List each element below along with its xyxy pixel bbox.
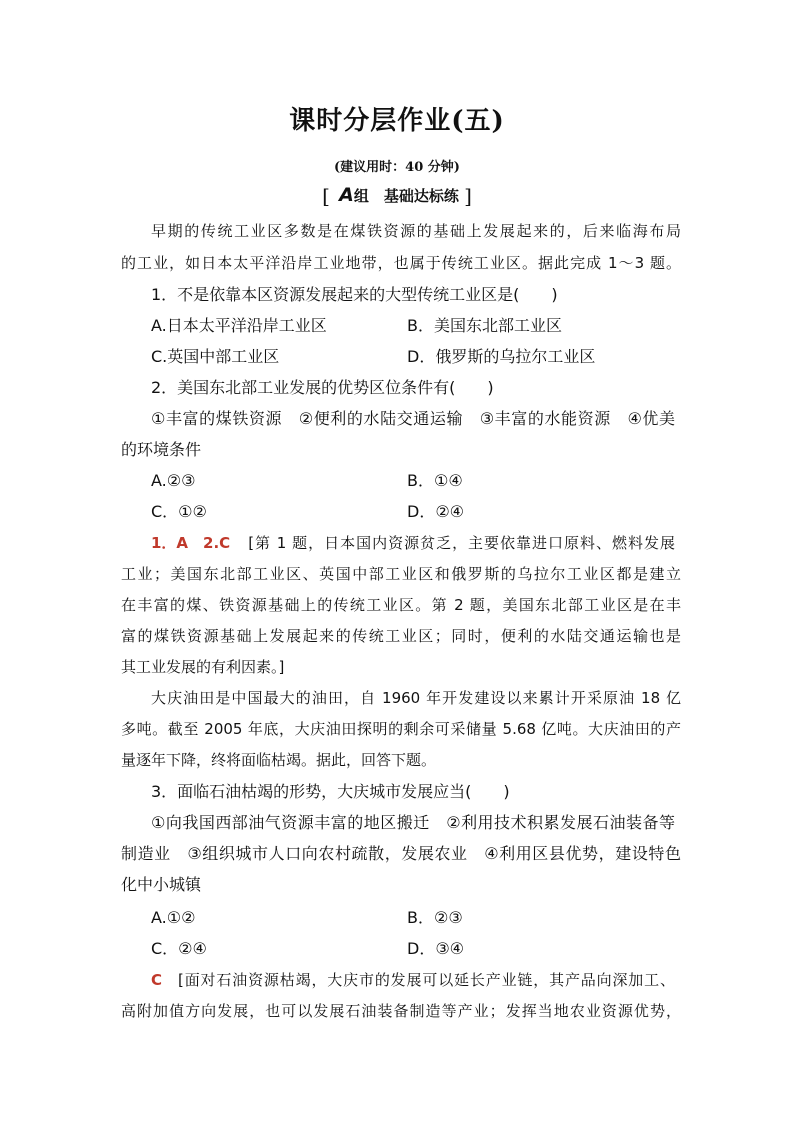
group-label: 组 基础达标练	[353, 187, 459, 205]
q3-statement-line: 制造业 ③组织城市人口向农村疏散，发展农业 ④利用区县优势，建设特色	[121, 844, 681, 863]
q3-option-a: A.①②	[151, 908, 196, 927]
question-2-stem: 2．美国东北部工业发展的优势区位条件有( )	[151, 378, 494, 397]
passage2-line: 多吨。截至 2005 年底，大庆油田探明的剩余可采储量 5.68 亿吨。大庆油田的产	[121, 720, 681, 738]
explanation-line: 富的煤铁资源基础上发展起来的传统工业区；同时，便利的水陆交通运输也是	[121, 627, 681, 645]
question-1-stem: 1．不是依靠本区资源发展起来的大型传统工业区是( )	[151, 285, 558, 304]
q2-option-b: B．①④	[407, 471, 463, 490]
answer-key: C	[151, 971, 163, 989]
passage2-line: 量逐年下降，终将面临枯竭。据此，回答下题。	[121, 751, 437, 769]
q3-option-b: B．②③	[407, 908, 463, 927]
q2-option-a: A.②③	[151, 471, 196, 490]
open-bracket: [	[322, 184, 330, 208]
q1-option-a: A.日本太平洋沿岸工业区	[151, 316, 327, 335]
group-grade-letter: A	[339, 184, 354, 206]
explanation-line: 高附加值方向发展，也可以发展石油装备制造等产业；发挥当地农业资源优势，	[121, 1002, 681, 1020]
passage1-line: 的工业，如日本太平洋沿岸工业地带，也属于传统工业区。据此完成 1～3 题。	[121, 254, 681, 272]
suggested-time-note: (建议用时：40 分钟)	[334, 160, 460, 175]
explanation-line: 其工业发展的有利因素。]	[121, 658, 285, 676]
q1-option-b: B．美国东北部工业区	[407, 316, 562, 335]
explanation-line: 工业；美国东北部工业区、英国中部工业区和俄罗斯的乌拉尔工业区都是建立	[121, 565, 681, 583]
close-bracket: ]	[464, 184, 472, 208]
q3-statement-line: ①向我国西部油气资源丰富的地区搬迁 ②利用技术积累发展石油装备等	[151, 813, 675, 832]
passage2-line: 大庆油田是中国最大的油田，自 1960 年开发建设以来累计开采原油 18 亿	[151, 689, 681, 707]
question-3-stem: 3．面临石油枯竭的形势，大庆城市发展应当( )	[151, 782, 510, 801]
section-heading	[0, 184, 794, 208]
answer-key: 1．A 2.C	[151, 534, 231, 552]
passage1-line: 早期的传统工业区多数是在煤铁资源的基础上发展起来的，后来临海布局	[151, 222, 681, 240]
q3-statement-line: 化中小城镇	[121, 875, 202, 894]
page-title: 课时分层作业(五)	[289, 106, 505, 136]
q3-option-d: D．③④	[407, 939, 465, 958]
explanation-line: [面对石油资源枯竭，大庆市的发展可以延长产业链，其产品向深加工、	[178, 971, 675, 989]
q2-statement-line: ①丰富的煤铁资源 ②便利的水陆交通运输 ③丰富的水能资源 ④优美	[151, 409, 675, 428]
q2-statement-line: 的环境条件	[121, 440, 202, 459]
explanation-line: [第 1 题，日本国内资源贫乏，主要依靠进口原料、燃料发展	[248, 534, 675, 552]
q1-option-d: D．俄罗斯的乌拉尔工业区	[407, 347, 596, 366]
q2-option-c: C．①②	[151, 502, 207, 521]
answer-3-first-line	[151, 969, 675, 991]
answer-1-2-first-line	[151, 532, 675, 554]
q3-option-c: C．②④	[151, 939, 207, 958]
explanation-line: 在丰富的煤、铁资源基础上的传统工业区。第 2 题，美国东北部工业区是在丰	[121, 596, 681, 614]
q2-option-d: D．②④	[407, 502, 465, 521]
q1-option-c: C.英国中部工业区	[151, 347, 280, 366]
